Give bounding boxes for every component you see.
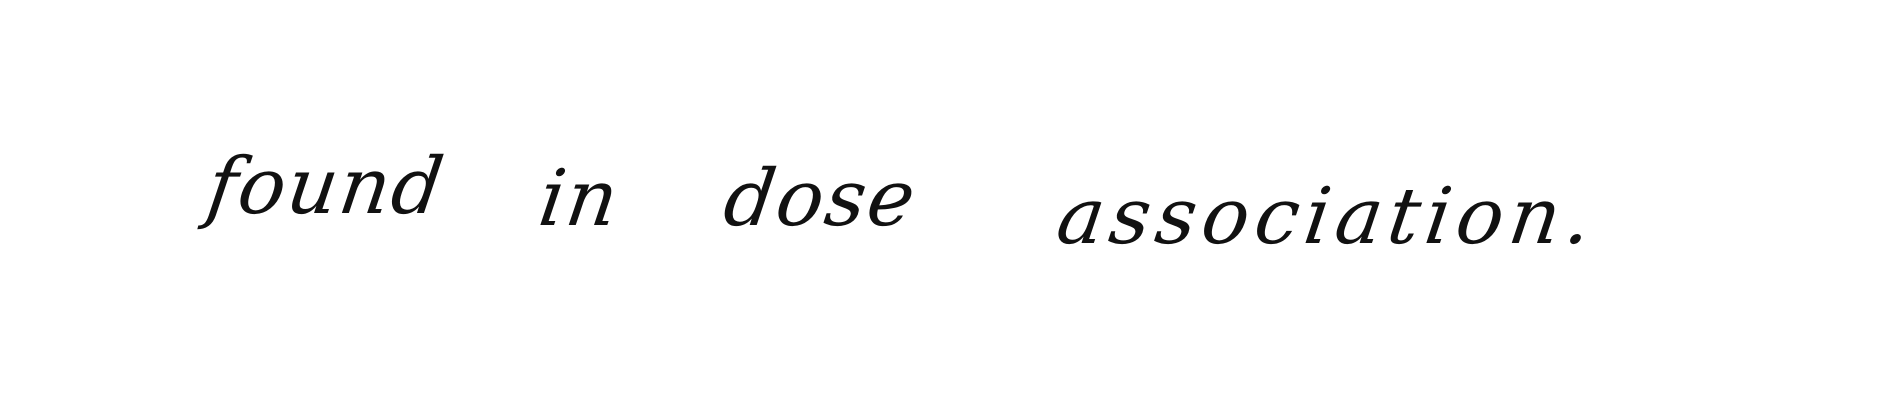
handwritten-word: dose [718, 154, 923, 244]
handwritten-word: found [201, 142, 451, 232]
handwritten-word: in [533, 154, 626, 244]
handwritten-word: association. [1051, 172, 1604, 262]
